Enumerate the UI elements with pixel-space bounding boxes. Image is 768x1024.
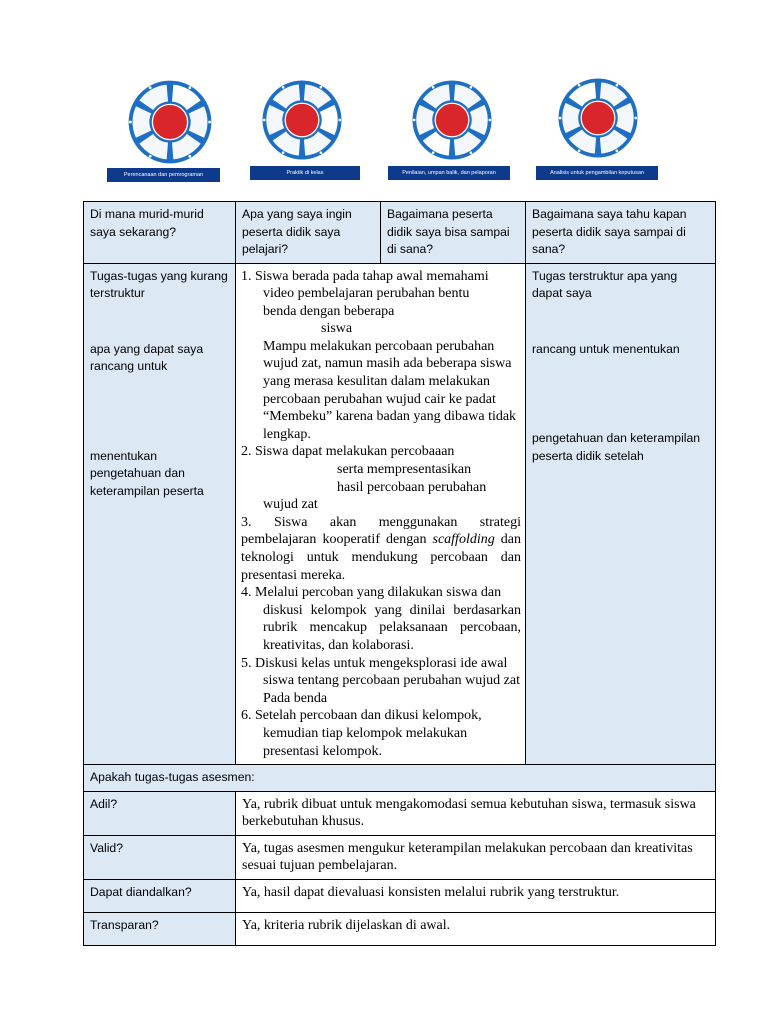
wheel-marker	[263, 119, 266, 122]
wheel-diagram-2	[254, 78, 350, 162]
item-3-post: dan teknologi untuk mendukung percobaan dan presentasi mereka.	[241, 532, 521, 583]
wheel-marker	[470, 86, 473, 89]
wheel-marker	[432, 151, 435, 154]
middle-content-cell	[236, 263, 526, 765]
item-5-line-a: 5. Diskusi kelas untuk mengeksplorasi ide awal	[241, 655, 508, 671]
left-column-cell	[84, 263, 236, 765]
wheel-images-row	[0, 0, 768, 195]
item-1-line-c: benda dengan beberapa	[263, 303, 395, 319]
right-text-2: rancang untuk menentukan	[532, 341, 680, 356]
item-2-line-d: wujud zat	[263, 497, 318, 513]
item-1-line-e: Mampu melakukan percobaan perubahan wujud zat, namun masih ada beberapa siswa yang merasa kesulitan dalam melakukan percobaan perubahan wujud cair ke padat “Membeku” karena badan yang dibawa tidak lengkap.	[263, 338, 517, 442]
wheel-diagram-3	[404, 78, 500, 162]
wheel-center	[435, 103, 469, 137]
header-cell-2: Apa yang saya ingin peserta didik saya pelajari?	[236, 202, 381, 264]
assessment-q-transparent: Transparan?	[84, 913, 236, 946]
wheel-caption-4: Analisis untuk pengambilan keputusan	[536, 166, 658, 180]
wheel-marker	[578, 84, 581, 87]
wheel-marker	[413, 119, 416, 122]
left-text-1: Tugas-tugas yang kurang terstruktur	[90, 268, 228, 300]
right-text-3: pengetahuan dan keterampilan peserta didik setelah	[532, 431, 701, 463]
item-2-line-c: hasil percobaan perubahan	[337, 479, 487, 495]
wheel-caption-3: Penilaian, umpan balik, dan pelaporan	[388, 166, 510, 180]
assessment-q-valid: Valid?	[84, 835, 236, 879]
left-text-2: apa yang dapat saya rancang untuk	[90, 341, 204, 373]
wheel-marker	[320, 86, 323, 89]
left-text-3: menentukan pengetahuan dan keterampilan peserta	[90, 448, 204, 498]
wheel-marker	[129, 121, 132, 124]
item-3-pre: 3. Siswa akan menggunakan strategi pembelajaran kooperatif dengan	[241, 514, 521, 548]
item-1-line-b: video pembelajaran perubahan bentu	[263, 286, 470, 302]
item-6-line-a: 6. Setelah percobaan dan dikusi kelompok,	[241, 708, 482, 724]
wheel-marker	[432, 86, 435, 89]
assessment-q-reliable: Dapat diandalkan?	[84, 880, 236, 913]
item-3-emphasis: scaffolding	[432, 532, 495, 548]
item-4-line-b: diskusi kelompok yang dinilai berdasarkan rubrik mencakup pelaksanaan percobaan, kreativitas, dan kolaborasi.	[263, 602, 521, 653]
wheel-caption-2: Praktik di kelas	[250, 166, 360, 180]
header-cell-1: Di mana murid-murid saya sekarang?	[84, 202, 236, 264]
header-cell-3: Bagaimana peserta didik saya bisa sampai di sana?	[381, 202, 526, 264]
wheel-marker	[616, 149, 619, 152]
wheel-marker	[634, 117, 637, 120]
header-cell-4: Bagaimana saya tahu kapan peserta didik saya sampai di sana?	[526, 202, 716, 264]
assessment-a-transparent: Ya, kriteria rubrik dijelaskan di awal.	[236, 913, 716, 946]
item-6-line-b: kemudian tiap kelompok melakukan presentasi kelompok.	[263, 725, 468, 759]
wheel-marker	[282, 151, 285, 154]
item-5-line-c: Pada benda	[263, 690, 328, 706]
assessment-a-valid: Ya, tugas asesmen mengukur keterampilan melakukan percobaan dan kreativitas sesuai tujuan pembelajaran.	[236, 835, 716, 879]
assessment-a-reliable: Ya, hasil dapat dievaluasi konsisten melalui rubrik yang terstruktur.	[236, 880, 716, 913]
wheel-marker	[470, 151, 473, 154]
item-5-line-b: siswa tentang percobaan perubahan wujud zat	[263, 673, 520, 689]
wheel-diagram-1	[120, 78, 220, 166]
wheel-marker	[616, 84, 619, 87]
wheel-marker	[578, 149, 581, 152]
wheel-caption-1: Perencanaan dan pemrograman	[107, 168, 220, 182]
wheel-marker	[320, 151, 323, 154]
item-1-line-d: siswa	[321, 321, 353, 337]
wheel-marker	[149, 86, 152, 89]
item-3	[241, 514, 521, 584]
wheel-marker	[149, 155, 152, 158]
assessment-q-adil: Adil?	[84, 791, 236, 835]
item-4-line-a: 4. Melalui percoban yang dilakukan siswa dan	[241, 585, 502, 601]
wheel-marker	[282, 86, 285, 89]
item-2-line-b: serta mempresentasikan	[337, 462, 472, 478]
wheel-center	[152, 104, 187, 139]
wheel-marker	[188, 86, 191, 89]
right-text-1: Tugas terstruktur apa yang dapat saya	[532, 268, 678, 300]
assessment-planning-table	[83, 201, 716, 946]
wheel-marker	[188, 155, 191, 158]
item-1-line-a: 1. Siswa berada pada tahap awal memahami	[241, 268, 489, 284]
wheel-center	[581, 101, 615, 135]
wheel-marker	[559, 117, 562, 120]
right-column-cell	[526, 263, 716, 765]
assessment-title: Apakah tugas-tugas asesmen:	[84, 765, 716, 792]
wheel-marker	[208, 121, 211, 124]
wheel-marker	[488, 119, 491, 122]
wheel-center	[285, 103, 319, 137]
wheel-marker	[338, 119, 341, 122]
wheel-diagram-4	[550, 76, 646, 160]
item-2-line-a: 2. Siswa dapat melakukan percobaaan	[241, 444, 455, 460]
assessment-a-adil: Ya, rubrik dibuat untuk mengakomodasi semua kebutuhan siswa, termasuk siswa berkebutuhan khusus.	[236, 791, 716, 835]
